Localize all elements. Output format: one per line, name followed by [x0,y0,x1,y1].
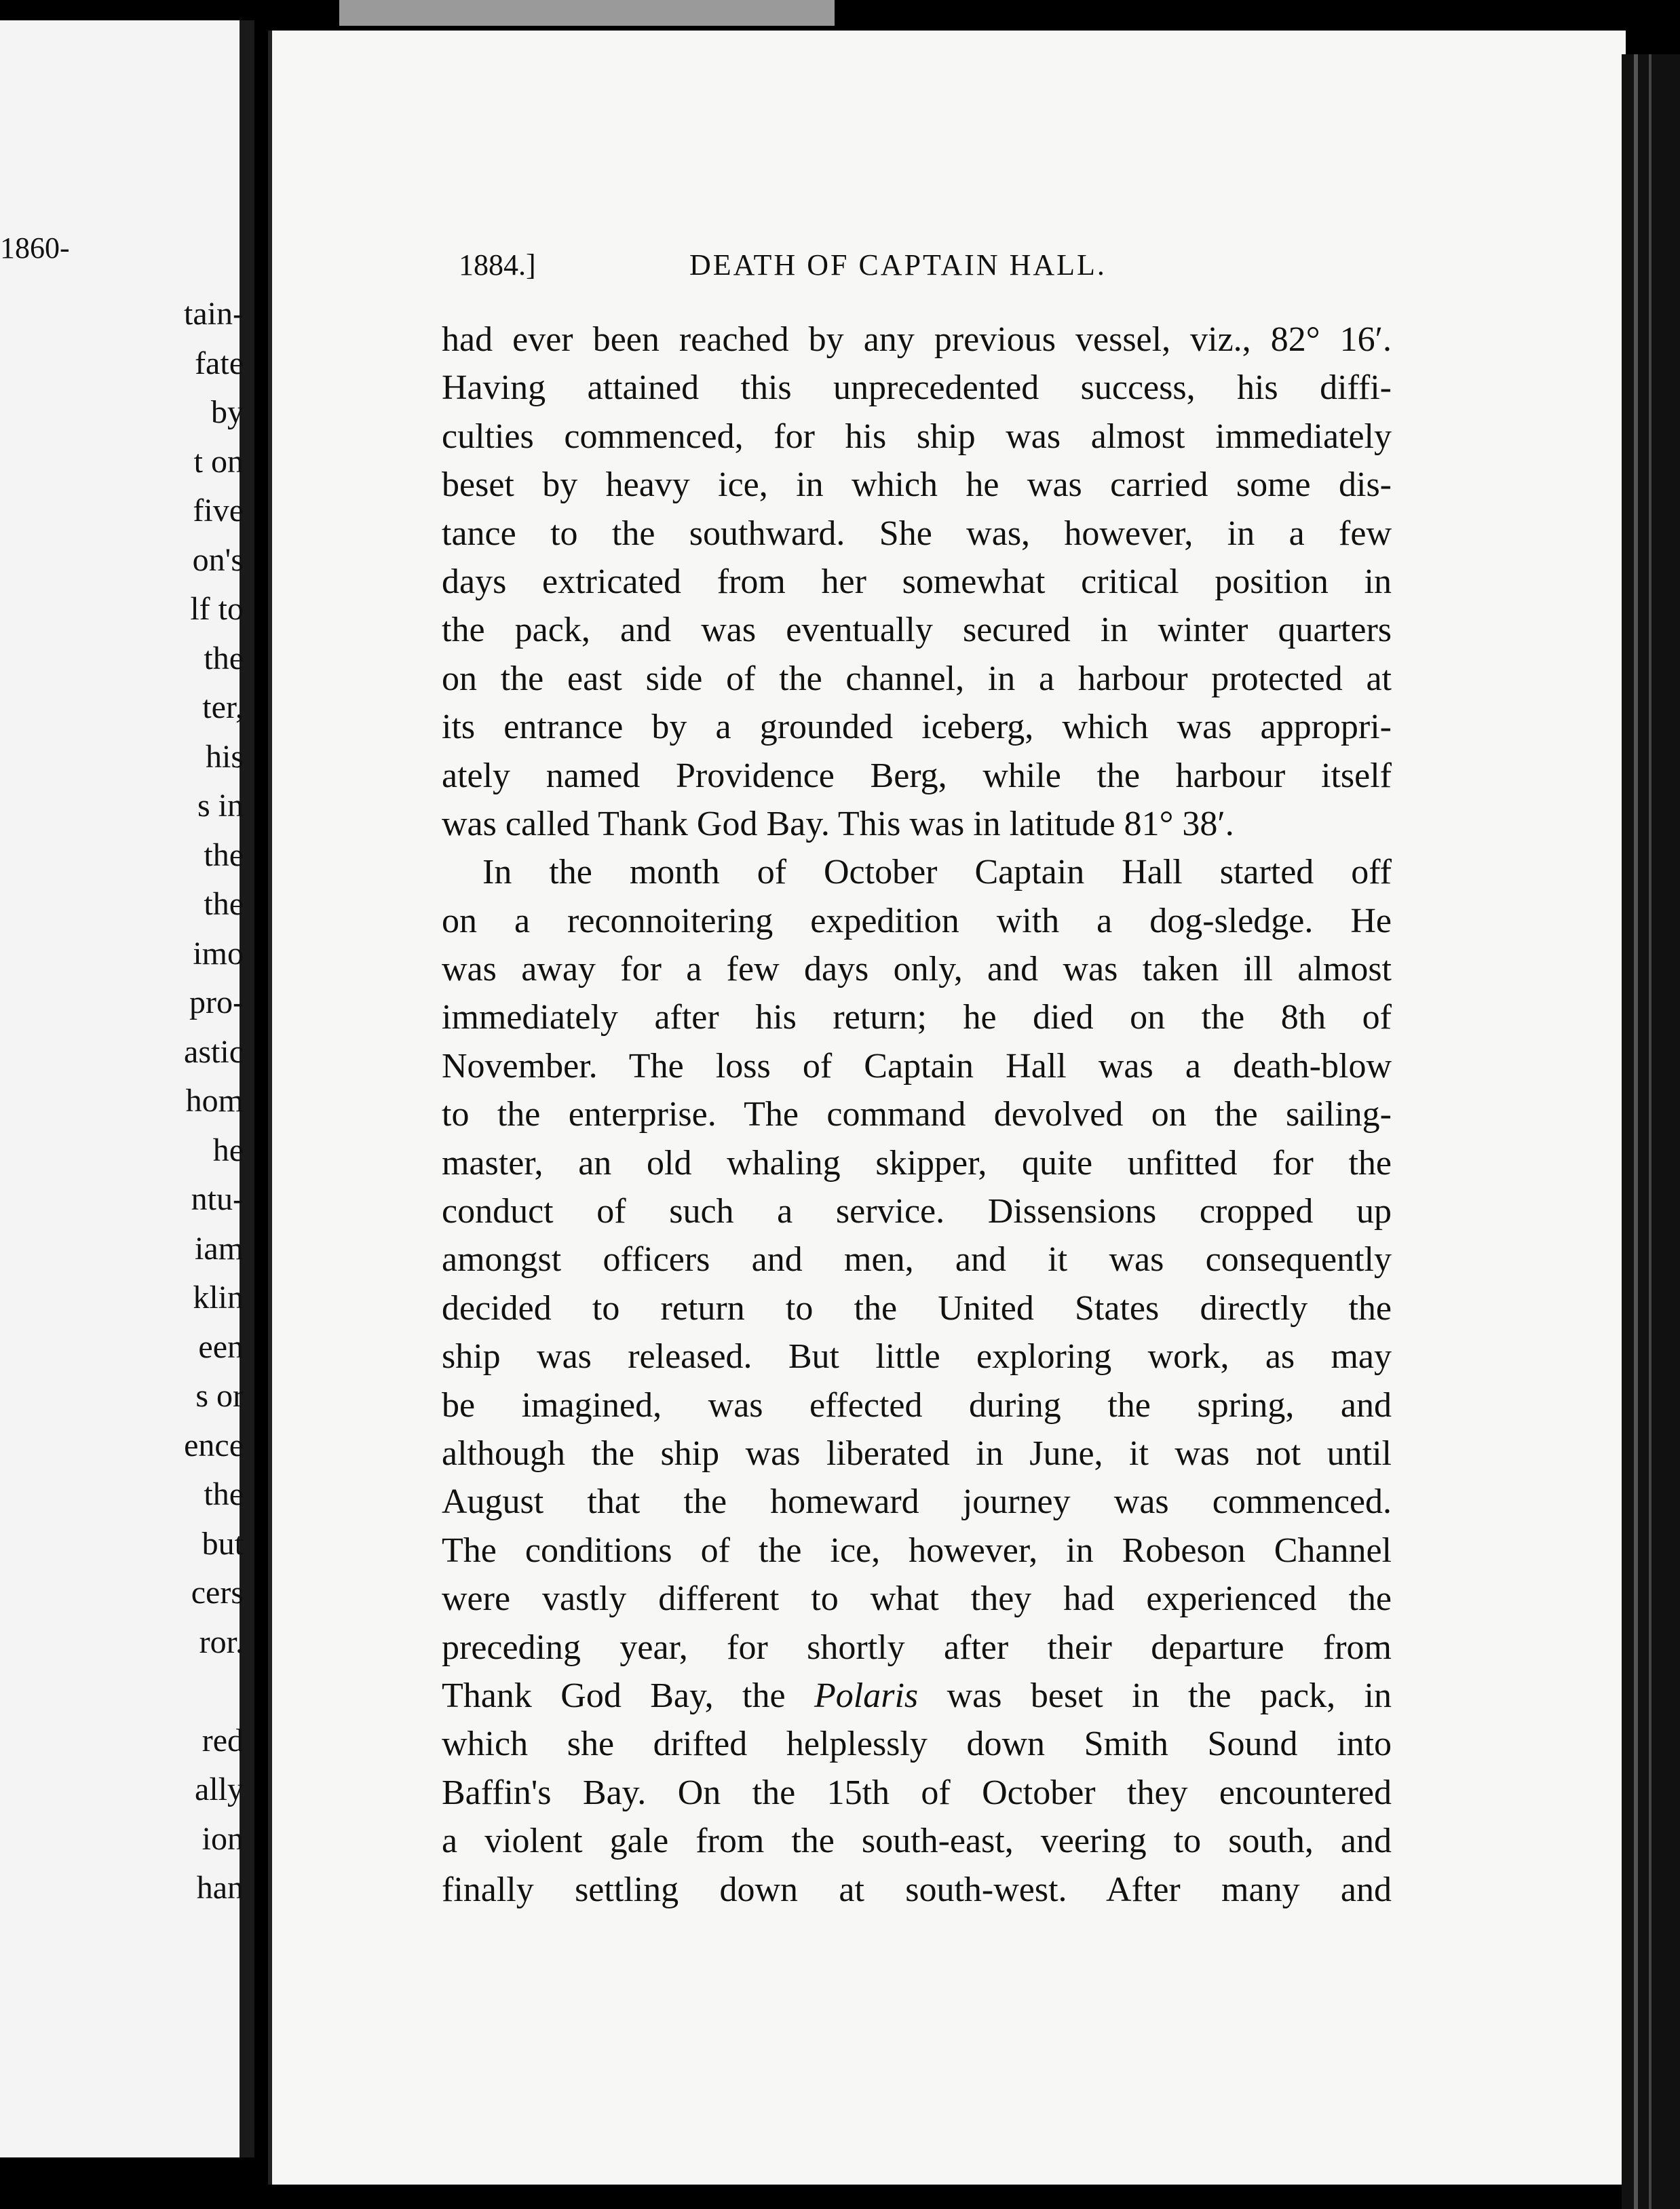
left-page-fragment: by [211,394,244,430]
text-line: had ever been reached by any previous vessel, viz., 82° 16′. [442,320,1392,359]
left-page-fragment: fate [195,345,244,381]
ship-name: Polaris [814,1676,919,1715]
text-line: its entrance by a grounded iceberg, which was appropri- [442,708,1392,747]
left-page-fragment: imo [193,935,244,972]
left-page-fragment: the [204,886,244,922]
text-line: to the enterprise. The command devolved on the sailing- [442,1095,1392,1134]
text-line: which she drifted helplessly down Smith Sound into [442,1725,1392,1764]
text-line: days extricated from her somewhat critical position in [442,562,1392,601]
left-page-fragment: ror. [199,1624,244,1660]
text-line: ately named Providence Berg, while the harbour itself [442,756,1392,795]
text-line: decided to return to the United States directly the [442,1288,1392,1328]
text-line: beset by heavy ice, in which he was carried some dis- [442,465,1392,505]
left-page-fragment: ter, [202,689,244,725]
text-line: Thank God Bay, the Polaris was beset in the pack, in [442,1676,1392,1715]
text-line: on a reconnoitering expedition with a dog-sledge. He [442,901,1392,940]
left-page-fragment: lf to [190,591,244,627]
text-line: November. The loss of Captain Hall was a death-blow [442,1046,1392,1086]
left-page-fragment: pro- [189,984,244,1020]
left-page-fragment: cers [191,1575,244,1611]
left-page-fragment: his [205,738,244,775]
left-page-fragment: ntu- [191,1181,244,1217]
left-page-fragment: tain- [184,296,244,332]
text-line: tance to the southward. She was, however, in a few [442,514,1392,553]
text-line: was away for a few days only, and was taken ill almost [442,950,1392,989]
left-page-fragment: on's [192,541,244,578]
left-page-fragment: ence [184,1427,244,1463]
left-page [0,20,254,2157]
left-page-fragment: he [212,1132,244,1168]
header-title: DEATH OF CAPTAIN HALL. [689,248,1107,282]
left-page-fragment: klin [193,1280,244,1315]
left-page-fragment: but [202,1525,244,1562]
left-page-fragment: iam [195,1230,244,1267]
left-page-fragment: han [196,1870,244,1906]
text-line: was called Thank God Bay. This was in latitude 81° 38′. [442,804,1234,843]
right-page [268,31,1626,2185]
left-page-header-year: 1860- [0,231,70,265]
text-line: In the month of October Captain Hall started off [482,853,1392,892]
left-page-fragment: the [204,837,244,873]
text-line: amongst officers and men, and it was consequently [442,1240,1392,1280]
text-line: the pack, and was eventually secured in winter quarters [442,611,1392,650]
text-line: culties commenced, for his ship was almost immediately [442,417,1392,456]
left-page-fragment: ally [195,1771,244,1807]
left-page-fragment: the [204,640,244,676]
book-edge [1622,54,1680,2209]
text-line: on the east side of the channel, in a harbour protected at [442,659,1392,698]
text-line: conduct of such a service. Dissensions cropped up [442,1192,1392,1231]
left-page-fragment: s or [195,1378,244,1414]
top-binding-strip [339,0,835,26]
text-line: be imagined, was effected during the spring, and [442,1385,1392,1425]
left-page-fragment: astic [184,1033,244,1070]
text-line: Baffin's Bay. On the 15th of October they encountered [442,1773,1392,1812]
text-line: ship was released. But little exploring work, as may [442,1337,1392,1377]
left-page-fragment: red [202,1722,244,1759]
left-page-fragment: t on [193,443,244,480]
left-page-fragment: een [198,1328,244,1365]
text-line: master, an old whaling skipper, quite unfitted for the [442,1143,1392,1183]
text-line: preceding year, for shortly after their departure from [442,1628,1392,1667]
text-line: although the ship was liberated in June, it was not until [442,1434,1392,1473]
text-line: immediately after his return; he died on the 8th of [442,998,1392,1037]
text-line: a violent gale from the south-east, veering to south, and [442,1822,1392,1861]
left-page-fragment: s in [197,788,244,824]
left-page-fragment: five [193,493,244,529]
body-text [442,315,1392,1914]
header-year: 1884.] [459,248,536,282]
text-line: finally settling down at south-west. After many and [442,1870,1392,1909]
left-page-fragment: hom [185,1083,244,1119]
left-page-fragment: ion [202,1820,244,1857]
left-page-fragment: the [204,1476,244,1512]
text-line: August that the homeward journey was commenced. [442,1482,1392,1522]
running-header [459,248,1666,302]
text-line: Having attained this unprecedented success, his diffi- [442,368,1392,408]
text-line: The conditions of the ice, however, in Robeson Channel [442,1531,1392,1570]
text-line: were vastly different to what they had experienced the [442,1579,1392,1619]
